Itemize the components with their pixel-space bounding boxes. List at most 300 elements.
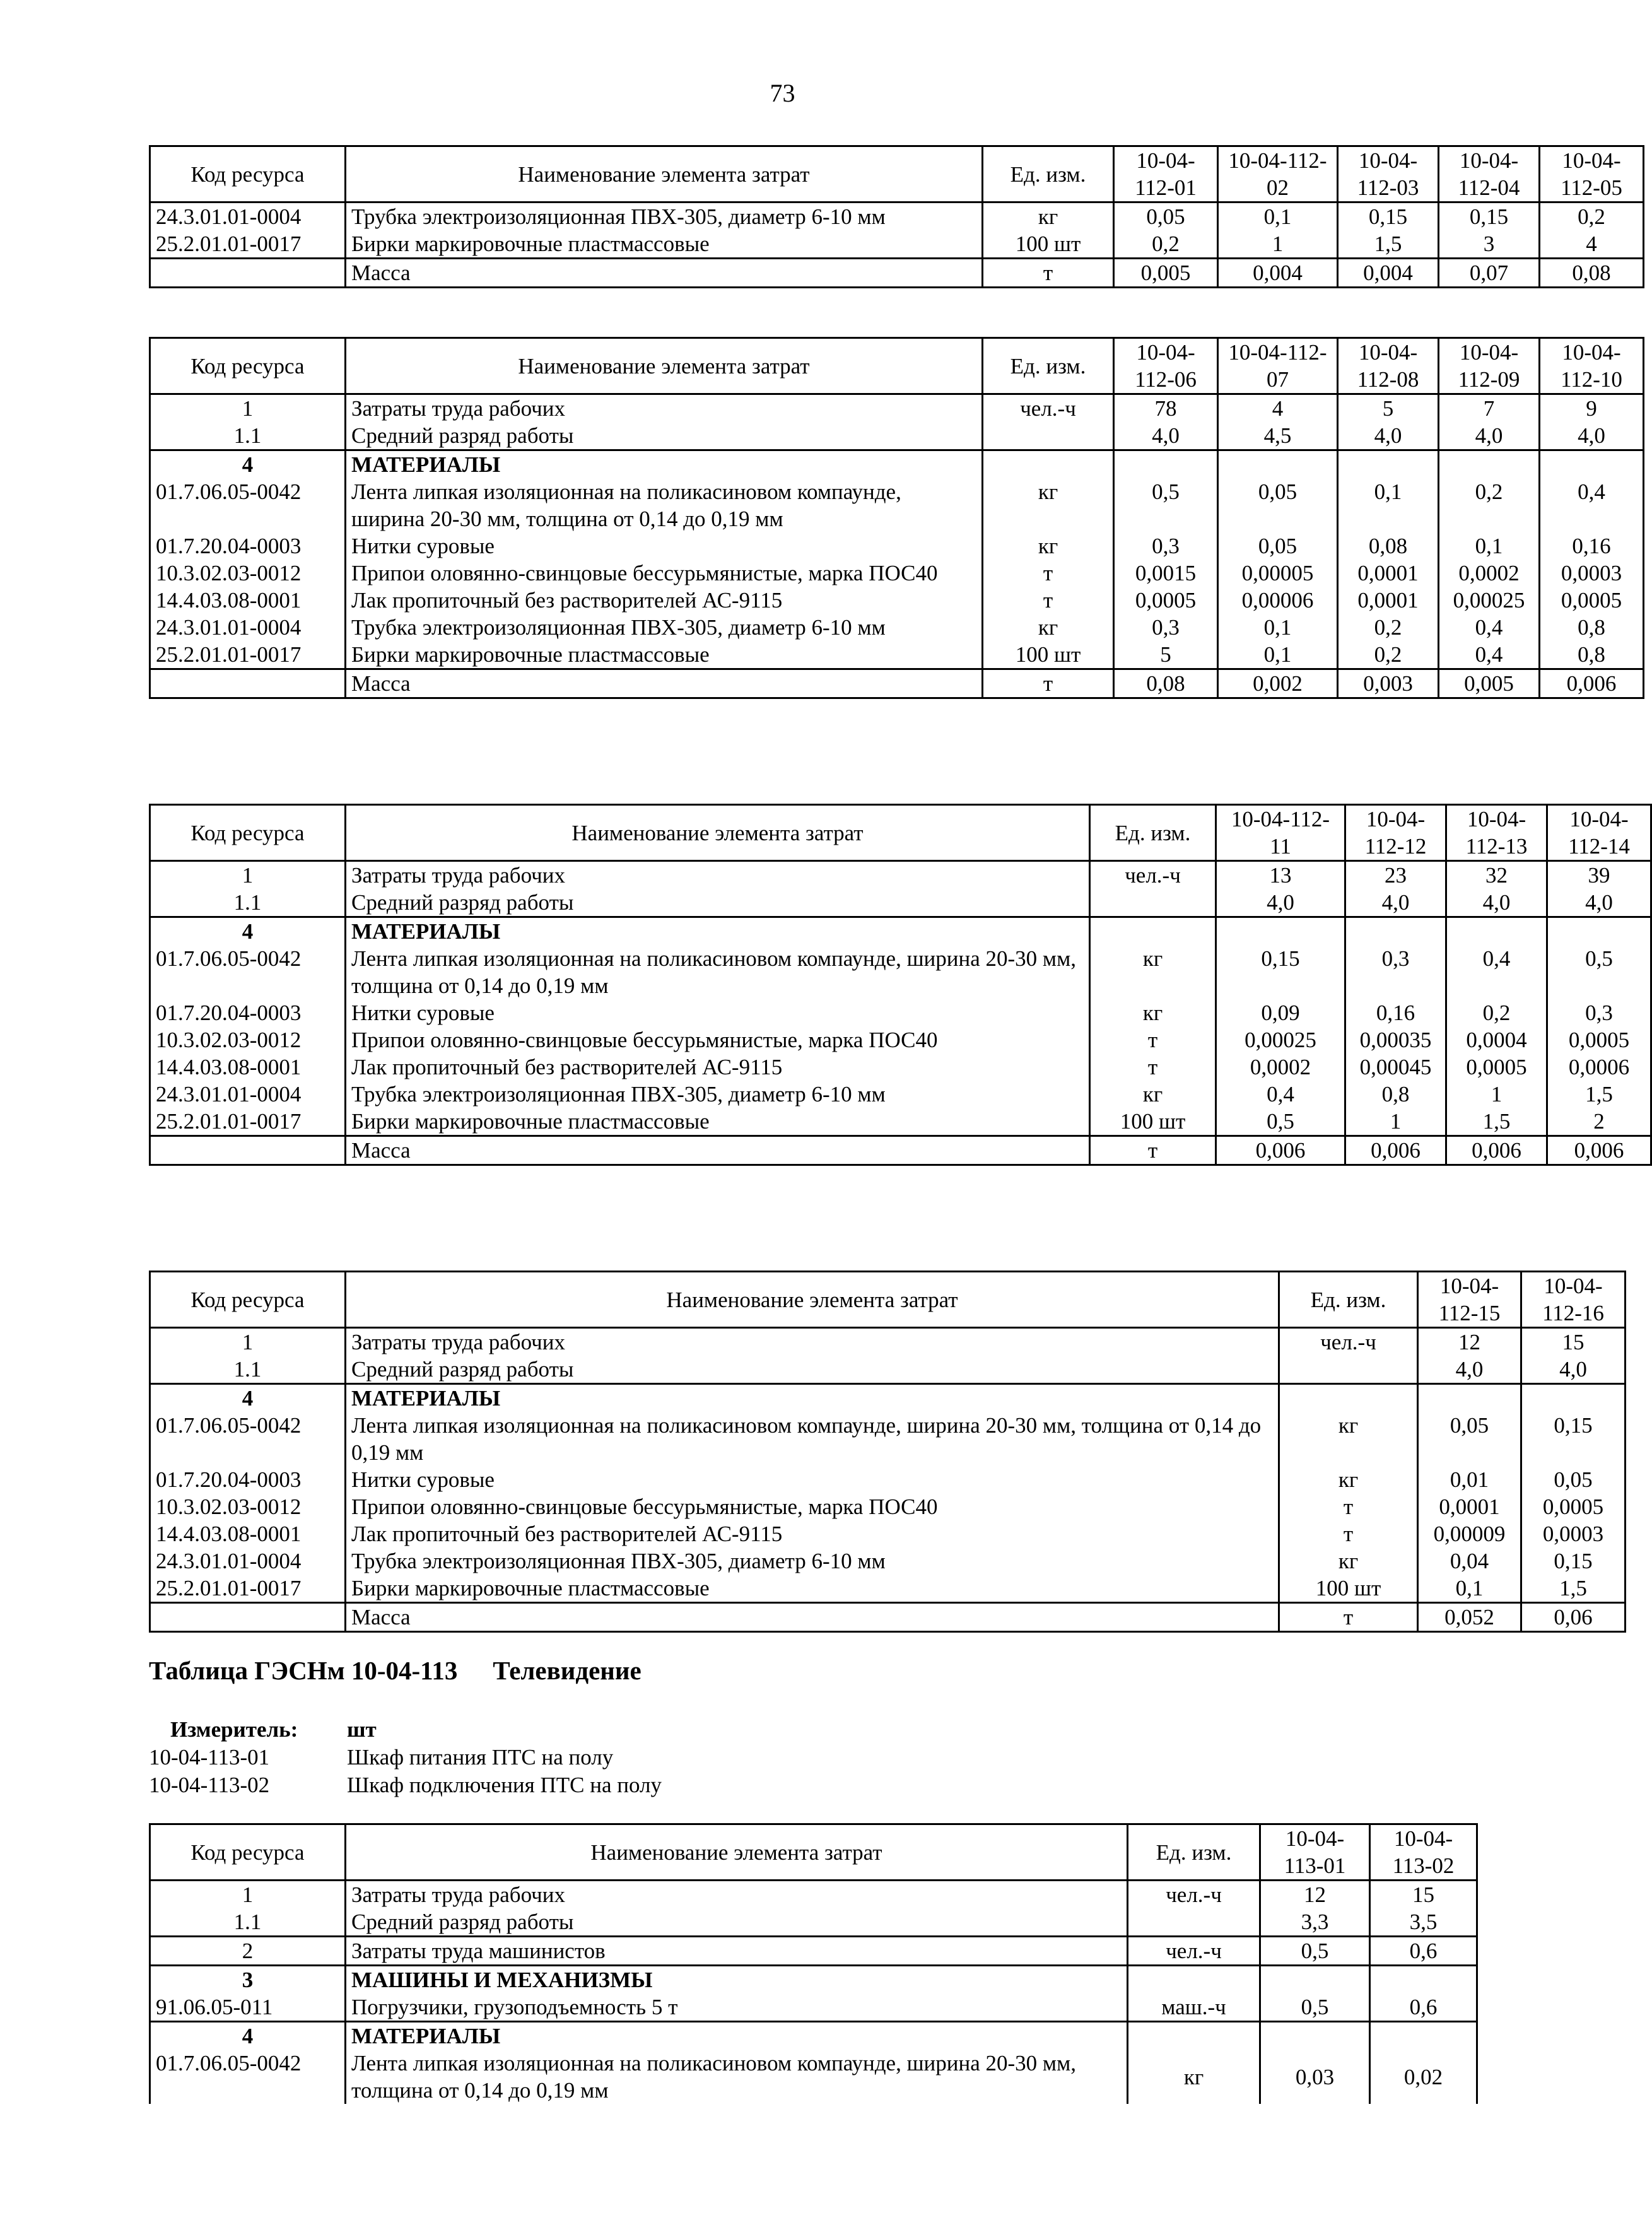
mass-value: 0,06 [1521, 1603, 1626, 1632]
col-norm-header: 10-04-112-06 [1114, 338, 1218, 394]
col-code-header: Код ресурса [150, 1272, 346, 1328]
table-row [150, 1993, 1477, 2022]
section-row-materials [150, 450, 1644, 479]
resource-value: 4,0 [1114, 422, 1218, 450]
resource-value: 0,2 [1540, 203, 1644, 231]
resource-unit: кг [1279, 1466, 1418, 1493]
resource-code: 01.7.06.05-0042 [150, 2050, 346, 2104]
resource-value: 4,5 [1218, 422, 1338, 450]
resource-value: 0,6 [1370, 1993, 1477, 2022]
resource-unit: т [983, 560, 1114, 587]
empty-cell [150, 669, 346, 698]
col-norm-header: 10-04-112-11 [1216, 805, 1345, 861]
resource-value: 0,02 [1370, 2050, 1477, 2104]
meter-row [149, 1716, 662, 1744]
resource-value: 0,1 [1218, 203, 1338, 231]
table-row [150, 1081, 1651, 1108]
resource-value: 4,0 [1446, 889, 1547, 917]
resource-value: 0,4 [1540, 478, 1644, 532]
resource-unit: т [1279, 1493, 1418, 1520]
resource-code: 25.2.01.01-0017 [150, 641, 346, 669]
resource-value: 0,8 [1345, 1081, 1446, 1108]
resource-value: 0,0003 [1521, 1520, 1626, 1547]
section-row-materials [150, 917, 1651, 946]
mass-unit: т [983, 259, 1114, 288]
resource-name: Трубка электроизоляционная ПВХ-305, диаметр 6-10 мм [346, 1547, 1279, 1575]
table-row [150, 1026, 1651, 1054]
col-norm-header: 10-04-112-15 [1418, 1272, 1521, 1328]
resource-name: Лента липкая изоляционная на поликасиновом компаунде, ширина 20-30 мм, толщина от 0,14 до 0,19 мм [346, 945, 1090, 999]
col-norm-header: 10-04-112-05 [1540, 146, 1644, 203]
resource-unit: т [1090, 1026, 1216, 1054]
resource-code: 1.1 [150, 422, 346, 450]
mass-unit: т [1090, 1136, 1216, 1165]
resource-value: 1,5 [1446, 1108, 1547, 1136]
resource-code: 01.7.06.05-0042 [150, 945, 346, 999]
resource-value: 0,03 [1260, 2050, 1370, 2104]
norm-item [149, 1744, 662, 1771]
section-title: МАШИНЫ И МЕХАНИЗМЫ [346, 1966, 1128, 1994]
section-code: 4 [150, 2022, 346, 2050]
resource-value: 0,00009 [1418, 1520, 1521, 1547]
col-norm-header: 10-04-112-04 [1439, 146, 1540, 203]
resource-name: Припои оловянно-свинцовые бессурьмянистые, марка ПОС40 [346, 1493, 1279, 1520]
resource-value: 0,5 [1260, 1993, 1370, 2022]
table-row [150, 203, 1644, 231]
resource-code: 10.3.02.03-0012 [150, 1493, 346, 1520]
col-unit-header: Ед. изм. [1128, 1824, 1260, 1881]
resource-value: 0,15 [1521, 1412, 1626, 1466]
resource-unit: кг [983, 532, 1114, 560]
col-unit-header: Ед. изм. [983, 146, 1114, 203]
col-norm-header: 10-04-112-13 [1446, 805, 1547, 861]
resource-value: 0,00045 [1345, 1054, 1446, 1081]
resource-name: Трубка электроизоляционная ПВХ-305, диаметр 6-10 мм [346, 1081, 1090, 1108]
mass-row [150, 669, 1644, 698]
table-row [150, 1054, 1651, 1081]
resource-unit: кг [983, 478, 1114, 532]
resource-name: Погрузчики, грузоподъемность 5 т [346, 1993, 1128, 2022]
resource-unit: кг [1090, 1081, 1216, 1108]
resource-value: 0,3 [1345, 945, 1446, 999]
resource-code: 24.3.01.01-0004 [150, 1547, 346, 1575]
resource-value: 0,0004 [1446, 1026, 1547, 1054]
resource-unit: маш.-ч [1128, 1993, 1260, 2022]
empty-cell [150, 259, 346, 288]
resource-name: Средний разряд работы [346, 422, 983, 450]
resource-name: Трубка электроизоляционная ПВХ-305, диаметр 6-10 мм [346, 203, 983, 231]
mass-value: 0,006 [1345, 1136, 1446, 1165]
resource-name: Лак пропиточный без растворителей АС-9115 [346, 1054, 1090, 1081]
resource-name: Бирки маркировочные пластмассовые [346, 230, 983, 259]
resource-value: 39 [1547, 861, 1651, 889]
col-norm-header: 10-04-112-08 [1338, 338, 1439, 394]
section-title: МАТЕРИАЛЫ [346, 1384, 1279, 1412]
mass-value: 0,004 [1338, 259, 1439, 288]
col-norm-header: 10-04-113-01 [1260, 1824, 1370, 1881]
table-header-row [150, 1824, 1477, 1881]
resource-name: Бирки маркировочные пластмассовые [346, 1108, 1090, 1136]
resource-value: 0,00035 [1345, 1026, 1446, 1054]
resource-code: 1 [150, 861, 346, 889]
section-code: 4 [150, 450, 346, 479]
col-code-header: Код ресурса [150, 338, 346, 394]
resource-value: 1,5 [1338, 230, 1439, 259]
mass-value: 0,004 [1218, 259, 1338, 288]
resource-name: Нитки суровые [346, 532, 983, 560]
table-row [150, 1412, 1626, 1466]
resource-unit: т [983, 587, 1114, 614]
resource-value: 4,0 [1418, 1356, 1521, 1384]
resource-value: 0,0005 [1521, 1493, 1626, 1520]
mass-value: 0,08 [1540, 259, 1644, 288]
section-code: 3 [150, 1966, 346, 1994]
resource-value: 1 [1218, 230, 1338, 259]
section-code: 4 [150, 917, 346, 946]
resource-value: 4,0 [1540, 422, 1644, 450]
resource-value: 0,0001 [1418, 1493, 1521, 1520]
resource-name: Нитки суровые [346, 1466, 1279, 1493]
resource-value: 0,1 [1418, 1575, 1521, 1603]
table-row [150, 478, 1644, 532]
norm-name: Шкаф подключения ПТС на полу [347, 1773, 662, 1797]
norm-code: 10-04-113-01 [149, 1745, 270, 1770]
resource-name: Лак пропиточный без растворителей АС-9115 [346, 1520, 1279, 1547]
resource-value: 0,15 [1439, 203, 1540, 231]
grade-row [150, 889, 1651, 917]
resource-unit: т [1090, 1054, 1216, 1081]
resource-value: 0,15 [1338, 203, 1439, 231]
resource-name: Затраты труда рабочих [346, 861, 1090, 889]
resource-code: 14.4.03.08-0001 [150, 1054, 346, 1081]
table-row [150, 1547, 1626, 1575]
resource-value: 0,5 [1547, 945, 1651, 999]
resource-name: Затраты труда рабочих [346, 394, 983, 423]
col-unit-header: Ед. изм. [1279, 1272, 1418, 1328]
table-row [150, 2050, 1477, 2104]
mass-value: 0,006 [1540, 669, 1644, 698]
resource-value: 0,0002 [1216, 1054, 1345, 1081]
resource-unit [1279, 1356, 1418, 1384]
resource-value: 32 [1446, 861, 1547, 889]
resource-value: 4,0 [1338, 422, 1439, 450]
resource-value: 0,00006 [1218, 587, 1338, 614]
resource-value: 0,0005 [1540, 587, 1644, 614]
resource-value: 0,00005 [1218, 560, 1338, 587]
resource-value: 0,0006 [1547, 1054, 1651, 1081]
resource-name: Средний разряд работы [346, 1356, 1279, 1384]
resource-table-112-01-05 [149, 145, 1644, 288]
meter-label: Измеритель: [170, 1717, 298, 1742]
resource-value: 1,5 [1547, 1081, 1651, 1108]
resource-code: 2 [150, 1937, 346, 1966]
table-header-row [150, 805, 1651, 861]
resource-value: 0,09 [1216, 999, 1345, 1026]
resource-value: 0,1 [1338, 478, 1439, 532]
resource-name: Затраты труда машинистов [346, 1937, 1128, 1966]
resource-unit: кг [1279, 1412, 1418, 1466]
labor-row [150, 1328, 1626, 1356]
mass-label: Масса [346, 259, 983, 288]
resource-unit: 100 шт [983, 230, 1114, 259]
empty-cell [150, 1603, 346, 1632]
resource-value: 15 [1370, 1881, 1477, 1909]
resource-unit: кг [983, 203, 1114, 231]
col-norm-header: 10-04-112-07 [1218, 338, 1338, 394]
labor-row [150, 394, 1644, 423]
resource-code: 1 [150, 1328, 346, 1356]
resource-value: 0,0001 [1338, 587, 1439, 614]
section-code: 4 [150, 1384, 346, 1412]
mass-value: 0,006 [1216, 1136, 1345, 1165]
resource-value: 7 [1439, 394, 1540, 423]
mass-row [150, 259, 1644, 288]
resource-code: 91.06.05-011 [150, 1993, 346, 2022]
resource-value: 0,4 [1439, 641, 1540, 669]
resource-value: 0,00025 [1439, 587, 1540, 614]
resource-value: 0,0005 [1547, 1026, 1651, 1054]
table-row [150, 1575, 1626, 1603]
grade-row [150, 1908, 1477, 1937]
mass-label: Масса [346, 1603, 1279, 1632]
mass-value: 0,07 [1439, 259, 1540, 288]
section-title: МАТЕРИАЛЫ [346, 2022, 1128, 2050]
resource-value: 0,4 [1439, 614, 1540, 641]
resource-value: 13 [1216, 861, 1345, 889]
resource-value: 0,5 [1114, 478, 1218, 532]
meter-value: шт [347, 1717, 377, 1742]
resource-value: 5 [1114, 641, 1218, 669]
resource-value: 5 [1338, 394, 1439, 423]
mass-value: 0,003 [1338, 669, 1439, 698]
col-norm-header: 10-04-112-09 [1439, 338, 1540, 394]
table-row [150, 1520, 1626, 1547]
resource-name: Средний разряд работы [346, 889, 1090, 917]
resource-name: Трубка электроизоляционная ПВХ-305, диаметр 6-10 мм [346, 614, 983, 641]
resource-value: 4,0 [1345, 889, 1446, 917]
norm-item [149, 1771, 662, 1799]
col-name-header: Наименование элемента затрат [346, 805, 1090, 861]
resource-code: 1.1 [150, 889, 346, 917]
resource-value: 0,6 [1370, 1937, 1477, 1966]
resource-code: 25.2.01.01-0017 [150, 1108, 346, 1136]
col-norm-header: 10-04-112-10 [1540, 338, 1644, 394]
resource-value: 0,0002 [1439, 560, 1540, 587]
resource-code: 01.7.20.04-0003 [150, 1466, 346, 1493]
resource-name: Затраты труда рабочих [346, 1881, 1128, 1909]
section-title: МАТЕРИАЛЫ [346, 450, 983, 479]
resource-value: 0,0001 [1338, 560, 1439, 587]
col-name-header: Наименование элемента затрат [346, 1824, 1128, 1881]
resource-value: 0,2 [1338, 641, 1439, 669]
resource-unit: чел.-ч [983, 394, 1114, 423]
resource-value: 0,05 [1218, 532, 1338, 560]
labor-row [150, 1881, 1477, 1909]
resource-name: Припои оловянно-свинцовые бессурьмянистые, марка ПОС40 [346, 560, 983, 587]
resource-value: 0,4 [1446, 945, 1547, 999]
col-norm-header: 10-04-112-12 [1345, 805, 1446, 861]
resource-value: 0,05 [1218, 478, 1338, 532]
resource-value: 4,0 [1547, 889, 1651, 917]
resource-name: Нитки суровые [346, 999, 1090, 1026]
col-code-header: Код ресурса [150, 146, 346, 203]
col-norm-header: 10-04-112-03 [1338, 146, 1439, 203]
resource-unit [1090, 889, 1216, 917]
resource-value: 0,0005 [1446, 1054, 1547, 1081]
resource-value: 0,1 [1218, 641, 1338, 669]
resource-unit: кг [983, 614, 1114, 641]
col-norm-header: 10-04-112-02 [1218, 146, 1338, 203]
table-header-row [150, 146, 1644, 203]
grade-row [150, 422, 1644, 450]
resource-value: 0,00025 [1216, 1026, 1345, 1054]
resource-value: 0,15 [1216, 945, 1345, 999]
resource-value: 3,3 [1260, 1908, 1370, 1937]
resource-value: 0,2 [1114, 230, 1218, 259]
resource-name: Бирки маркировочные пластмассовые [346, 641, 983, 669]
table-row [150, 560, 1644, 587]
resource-name: Затраты труда рабочих [346, 1328, 1279, 1356]
resource-value: 0,08 [1338, 532, 1439, 560]
resource-value: 9 [1540, 394, 1644, 423]
resource-value: 4 [1218, 394, 1338, 423]
resource-value: 15 [1521, 1328, 1626, 1356]
resource-unit: кг [1128, 2050, 1260, 2104]
resource-value: 0,04 [1418, 1547, 1521, 1575]
mass-row [150, 1603, 1626, 1632]
resource-value: 0,16 [1345, 999, 1446, 1026]
table-row [150, 1493, 1626, 1520]
mass-value: 0,006 [1446, 1136, 1547, 1165]
table-row [150, 641, 1644, 669]
col-name-header: Наименование элемента затрат [346, 146, 983, 203]
resource-value: 0,8 [1540, 641, 1644, 669]
resource-value: 0,01 [1418, 1466, 1521, 1493]
resource-value: 0,1 [1218, 614, 1338, 641]
col-norm-header: 10-04-113-02 [1370, 1824, 1477, 1881]
resource-code: 24.3.01.01-0004 [150, 614, 346, 641]
mass-label: Масса [346, 1136, 1090, 1165]
empty-cell [150, 1136, 346, 1165]
col-code-header: Код ресурса [150, 805, 346, 861]
resource-unit: чел.-ч [1279, 1328, 1418, 1356]
resource-code: 10.3.02.03-0012 [150, 560, 346, 587]
resource-code: 01.7.06.05-0042 [150, 478, 346, 532]
mass-unit: т [983, 669, 1114, 698]
resource-code: 1 [150, 1881, 346, 1909]
resource-value: 0,0015 [1114, 560, 1218, 587]
resource-value: 3 [1439, 230, 1540, 259]
resource-value: 78 [1114, 394, 1218, 423]
col-norm-header: 10-04-112-16 [1521, 1272, 1626, 1328]
resource-table-112-15-16 [149, 1271, 1626, 1633]
resource-value: 0,3 [1114, 532, 1218, 560]
resource-code: 25.2.01.01-0017 [150, 1575, 346, 1603]
section-subtitle: Телевидение [493, 1656, 641, 1685]
resource-table-112-06-10 [149, 337, 1644, 699]
resource-value: 4 [1540, 230, 1644, 259]
mass-row [150, 1136, 1651, 1165]
resource-value: 0,3 [1114, 614, 1218, 641]
resource-unit: т [1279, 1520, 1418, 1547]
resource-code: 25.2.01.01-0017 [150, 230, 346, 259]
machinist-row [150, 1937, 1477, 1966]
resource-value: 2 [1547, 1108, 1651, 1136]
col-norm-header: 10-04-112-14 [1547, 805, 1651, 861]
resource-unit [1128, 1908, 1260, 1937]
mass-value: 0,052 [1418, 1603, 1521, 1632]
resource-value: 0,05 [1521, 1466, 1626, 1493]
resource-value: 0,5 [1216, 1108, 1345, 1136]
resource-value: 1 [1446, 1081, 1547, 1108]
resource-unit: кг [1090, 945, 1216, 999]
col-code-header: Код ресурса [150, 1824, 346, 1881]
section-title: МАТЕРИАЛЫ [346, 917, 1090, 946]
resource-code: 01.7.06.05-0042 [150, 1412, 346, 1466]
resource-value: 4,0 [1216, 889, 1345, 917]
table-row [150, 230, 1644, 259]
page-number: 73 [770, 79, 795, 107]
col-name-header: Наименование элемента затрат [346, 338, 983, 394]
resource-value: 0,5 [1260, 1937, 1370, 1966]
mass-value: 0,005 [1439, 669, 1540, 698]
resource-value: 0,0005 [1114, 587, 1218, 614]
col-unit-header: Ед. изм. [983, 338, 1114, 394]
table-row [150, 532, 1644, 560]
resource-value: 23 [1345, 861, 1446, 889]
resource-unit: 100 шт [1279, 1575, 1418, 1603]
table-row [150, 1466, 1626, 1493]
resource-name: Лента липкая изоляционная на поликасиновом компаунде, ширина 20-30 мм, толщина от 0,14 до 0,19 мм [346, 1412, 1279, 1466]
resource-unit: кг [1279, 1547, 1418, 1575]
resource-code: 1.1 [150, 1356, 346, 1384]
resource-unit [983, 422, 1114, 450]
norm-name: Шкаф питания ПТС на полу [347, 1745, 614, 1770]
resource-value: 0,2 [1338, 614, 1439, 641]
table-row [150, 587, 1644, 614]
resource-value: 0,1 [1439, 532, 1540, 560]
resource-value: 12 [1418, 1328, 1521, 1356]
resource-code: 01.7.20.04-0003 [150, 532, 346, 560]
table-row [150, 945, 1651, 999]
resource-name: Лак пропиточный без растворителей АС-9115 [346, 587, 983, 614]
resource-unit: кг [1090, 999, 1216, 1026]
col-name-header: Наименование элемента затрат [346, 1272, 1279, 1328]
resource-name: Средний разряд работы [346, 1908, 1128, 1937]
table-row [150, 999, 1651, 1026]
resource-value: 0,0003 [1540, 560, 1644, 587]
section-row-materials [150, 1384, 1626, 1412]
resource-value: 0,16 [1540, 532, 1644, 560]
col-norm-header: 10-04-112-01 [1114, 146, 1218, 203]
resource-value: 0,2 [1446, 999, 1547, 1026]
mass-unit: т [1279, 1603, 1418, 1632]
resource-value: 1,5 [1521, 1575, 1626, 1603]
resource-code: 1 [150, 394, 346, 423]
table-row [150, 1108, 1651, 1136]
meter-block [149, 1716, 662, 1799]
section-heading [149, 1652, 641, 1689]
mass-value: 0,005 [1114, 259, 1218, 288]
resource-code: 10.3.02.03-0012 [150, 1026, 346, 1054]
resource-code: 1.1 [150, 1908, 346, 1937]
resource-name: Бирки маркировочные пластмассовые [346, 1575, 1279, 1603]
grade-row [150, 1356, 1626, 1384]
col-unit-header: Ед. изм. [1090, 805, 1216, 861]
resource-value: 12 [1260, 1881, 1370, 1909]
section-row-materials [150, 2022, 1477, 2050]
section-row-machines [150, 1966, 1477, 1994]
